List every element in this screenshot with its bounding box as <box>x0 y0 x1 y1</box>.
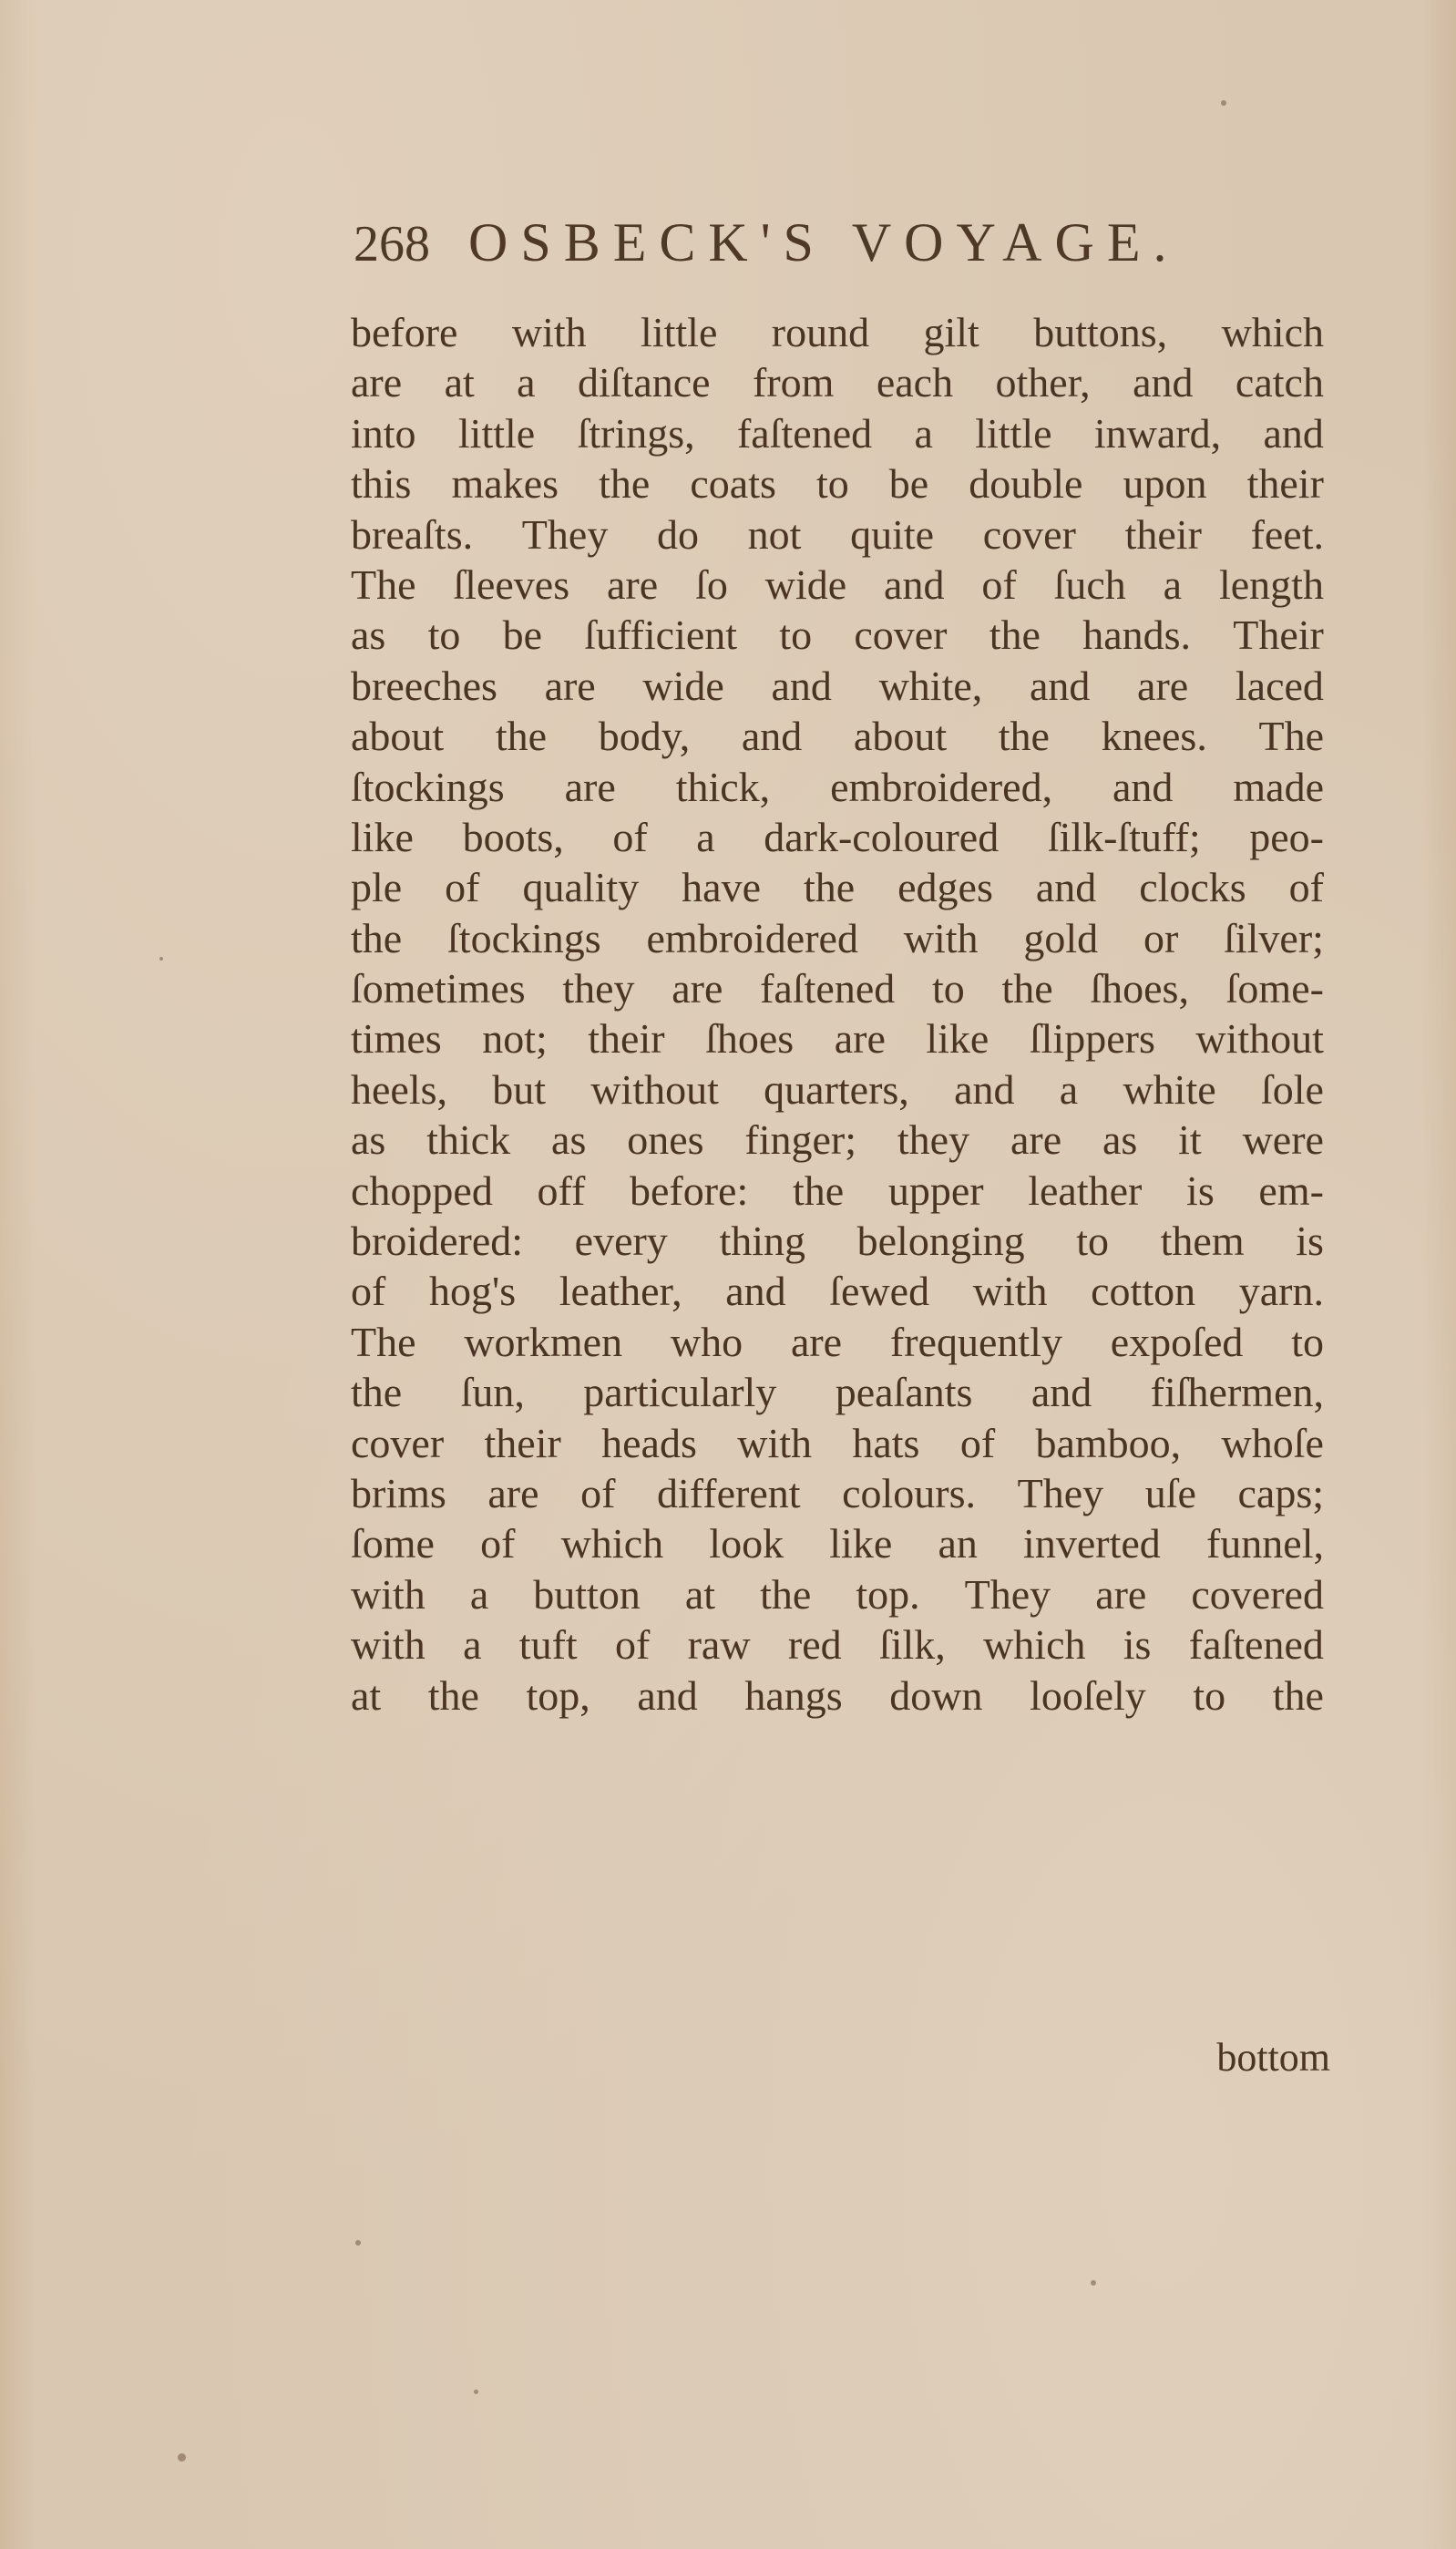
word: to <box>427 612 461 659</box>
word: are <box>790 1318 843 1365</box>
word: ſhoes, <box>1090 965 1189 1012</box>
word: are <box>1137 662 1189 709</box>
text-line <box>351 1518 1324 1568</box>
word: ones <box>627 1116 704 1164</box>
word: to <box>815 460 849 508</box>
word: catch <box>1235 359 1324 406</box>
word: their <box>484 1419 561 1466</box>
word: Their <box>1233 612 1324 659</box>
word: red <box>787 1621 842 1669</box>
word: down <box>889 1671 983 1719</box>
word: every <box>574 1218 668 1265</box>
word: their <box>1246 460 1324 508</box>
text-line <box>351 408 1324 458</box>
paper-speck <box>159 957 163 961</box>
word: and <box>1035 864 1097 911</box>
word: frequently <box>889 1318 1062 1365</box>
text-line <box>351 913 1324 963</box>
text-line <box>351 963 1324 1013</box>
word: not; <box>482 1015 548 1063</box>
word: as <box>351 1116 386 1164</box>
word: They <box>521 510 609 558</box>
word: embroidered <box>646 914 858 961</box>
page-number: 268 <box>354 216 430 272</box>
word: leather <box>1028 1167 1143 1214</box>
word: are <box>564 763 616 810</box>
word: do <box>656 510 699 558</box>
word: of <box>612 813 648 860</box>
text-line <box>351 458 1324 509</box>
word: and <box>884 560 945 608</box>
word: and <box>1133 359 1194 406</box>
word: times <box>351 1015 442 1063</box>
word: bamboo, <box>1035 1419 1182 1466</box>
word: are <box>1095 1570 1147 1618</box>
word: not <box>747 510 802 558</box>
word: heads <box>601 1419 697 1466</box>
word: ſome- <box>1225 965 1324 1012</box>
word: with <box>972 1268 1048 1315</box>
word: their <box>588 1015 665 1063</box>
running-header <box>354 211 1265 275</box>
word: at <box>351 1671 382 1719</box>
word: The <box>351 1318 416 1365</box>
word: faſtened <box>1188 1621 1324 1669</box>
word: of <box>959 1419 996 1466</box>
word: The <box>351 560 416 608</box>
word: ſtockings <box>351 763 505 810</box>
text-line <box>351 862 1324 912</box>
word: hands. <box>1082 612 1192 659</box>
word: are <box>487 1469 539 1516</box>
word: hangs <box>744 1671 843 1719</box>
word: without <box>1195 1015 1324 1063</box>
word: cover <box>854 612 948 659</box>
word: quarters, <box>764 1065 909 1113</box>
word: the <box>351 1369 403 1416</box>
word: quality <box>522 864 640 911</box>
word: a <box>696 813 715 860</box>
word: inward, <box>1093 409 1222 457</box>
word: and <box>771 662 832 709</box>
word: chopped <box>351 1167 493 1214</box>
word: ſlippers <box>1029 1015 1155 1063</box>
word: it <box>1178 1116 1202 1164</box>
word: of <box>480 1520 516 1567</box>
word: knees. <box>1101 713 1207 760</box>
word: at <box>684 1570 716 1618</box>
word: the <box>427 1671 479 1719</box>
word: quite <box>850 510 935 558</box>
word: they <box>897 1116 970 1164</box>
word: round <box>771 309 870 355</box>
text-line <box>351 1166 1324 1216</box>
text-line <box>351 610 1324 660</box>
word: which <box>983 1621 1086 1669</box>
word: a <box>1163 560 1183 608</box>
word: thick <box>426 1116 511 1164</box>
word: whoſe <box>1221 1419 1324 1466</box>
word: which <box>560 1520 664 1567</box>
word: and <box>954 1065 1015 1113</box>
word: heels, <box>351 1065 448 1113</box>
word: off <box>537 1167 586 1214</box>
word: ſilver; <box>1224 914 1324 961</box>
word: cover <box>351 1419 445 1466</box>
word: embroidered, <box>830 763 1053 810</box>
word: the <box>989 612 1041 659</box>
word: before: <box>630 1167 749 1214</box>
paper-speck <box>1221 100 1226 106</box>
word: and <box>637 1671 698 1719</box>
word: ſilk, <box>878 1621 946 1669</box>
word: and <box>1030 1369 1092 1416</box>
word: length <box>1218 560 1324 608</box>
word: thick, <box>675 763 771 810</box>
word: is <box>1123 1621 1152 1669</box>
text-line <box>351 1619 1324 1670</box>
word: the <box>803 864 856 911</box>
running-title: OSBECK'S VOYAGE. <box>468 212 1180 272</box>
word: ſun, <box>460 1369 525 1416</box>
word: the <box>495 713 548 760</box>
word: clocks <box>1139 864 1246 911</box>
word: be <box>888 460 929 508</box>
word: to <box>1076 1218 1110 1265</box>
word: tuft <box>518 1621 578 1669</box>
word: with <box>737 1419 813 1466</box>
word: a <box>914 409 933 457</box>
word: with <box>903 914 979 961</box>
word: a <box>517 359 536 406</box>
word: the <box>1001 965 1053 1012</box>
word: them <box>1160 1218 1245 1265</box>
word: the <box>792 1167 845 1214</box>
word: is <box>1186 1167 1215 1214</box>
word: and <box>741 713 803 760</box>
word: are <box>834 1015 886 1063</box>
word: little <box>457 409 536 457</box>
word: of <box>580 1469 616 1516</box>
word: body, <box>598 713 691 760</box>
word: of <box>614 1621 651 1669</box>
word: with <box>511 309 587 355</box>
word: ſole <box>1260 1065 1324 1113</box>
word: peaſants <box>835 1369 973 1416</box>
word: white, <box>878 662 983 709</box>
word: ſufficient <box>584 612 738 659</box>
word: makes <box>451 460 559 508</box>
word: breeches <box>351 662 497 709</box>
word: top. <box>856 1570 920 1618</box>
word: little <box>641 309 718 355</box>
word: are <box>1010 1116 1062 1164</box>
word: cotton <box>1091 1268 1196 1315</box>
word: coats <box>690 460 776 508</box>
word: leather, <box>559 1268 682 1315</box>
word: funnel, <box>1205 1520 1324 1567</box>
word: they <box>562 965 635 1012</box>
text-line <box>351 661 1324 711</box>
word: which <box>1221 309 1324 355</box>
word: ſilk-ſtuff; <box>1047 813 1201 860</box>
word: ple <box>351 864 403 911</box>
text-line <box>351 762 1324 812</box>
word: brims <box>351 1469 446 1516</box>
word: button <box>533 1570 641 1618</box>
text-line <box>351 711 1324 761</box>
word: to <box>1193 1671 1226 1719</box>
word: a <box>469 1570 489 1618</box>
word: of <box>351 1268 386 1315</box>
word: They <box>1017 1469 1104 1516</box>
text-line <box>351 307 1324 357</box>
word: ſtrings, <box>577 409 695 457</box>
word: faſtened <box>760 965 896 1012</box>
body-text <box>351 307 1324 1721</box>
word: are <box>544 662 596 709</box>
word: yarn. <box>1238 1268 1324 1315</box>
word: like <box>829 1520 893 1567</box>
text-line <box>351 1266 1324 1316</box>
word: to <box>1291 1318 1324 1365</box>
word: with <box>351 1570 426 1618</box>
word: of <box>1288 864 1324 911</box>
word: They <box>964 1570 1051 1618</box>
word: be <box>502 612 543 659</box>
word: who <box>670 1318 743 1365</box>
word: workmen <box>464 1318 623 1365</box>
word: uſe <box>1144 1469 1196 1516</box>
word: without <box>590 1065 719 1113</box>
text-line <box>351 1569 1324 1619</box>
word: about <box>853 713 948 760</box>
word: ſtockings <box>447 914 601 961</box>
paper-speck <box>474 2390 478 2394</box>
text-line <box>351 1468 1324 1518</box>
word: The <box>1258 713 1324 760</box>
word: this <box>351 460 412 508</box>
word: to <box>931 965 965 1012</box>
word: cover <box>982 510 1076 558</box>
paper-speck <box>178 2453 186 2462</box>
word: feet. <box>1250 510 1324 558</box>
word: look <box>709 1520 784 1567</box>
word: covered <box>1191 1570 1324 1618</box>
word: dark-coloured <box>764 813 1000 860</box>
word: expoſed <box>1110 1318 1244 1365</box>
word: looſely <box>1030 1671 1146 1719</box>
word: and <box>725 1268 786 1315</box>
text-line <box>351 1670 1324 1721</box>
word: ſewed <box>829 1268 930 1315</box>
word: at <box>444 359 475 406</box>
word: their <box>1124 510 1202 558</box>
word: white <box>1123 1065 1216 1113</box>
word: are <box>672 965 723 1012</box>
word: ſuch <box>1053 560 1126 608</box>
word: top, <box>526 1671 590 1719</box>
word: broidered: <box>351 1218 524 1265</box>
word: are <box>351 359 403 406</box>
word: like <box>926 1015 989 1063</box>
word: is <box>1296 1218 1324 1265</box>
word: a <box>463 1621 482 1669</box>
word: caps; <box>1237 1469 1324 1516</box>
word: em- <box>1258 1167 1324 1214</box>
word: ſleeves <box>453 560 570 608</box>
word: the <box>351 914 403 961</box>
word: hats <box>852 1419 920 1466</box>
catchword: bottom <box>1216 2035 1330 2080</box>
word: buttons, <box>1033 309 1168 355</box>
word: different <box>657 1469 801 1516</box>
text-line <box>351 1064 1324 1115</box>
word: as <box>1102 1116 1138 1164</box>
word: raw <box>687 1621 751 1669</box>
word: breaſts. <box>351 510 474 558</box>
word: thing <box>719 1218 805 1265</box>
word: have <box>682 864 761 911</box>
word: and <box>1029 662 1091 709</box>
word: faſtened <box>736 409 873 457</box>
word: inverted <box>1023 1520 1161 1567</box>
word: wide <box>642 662 724 709</box>
word: a <box>1059 1065 1079 1113</box>
word: to <box>779 612 813 659</box>
text-line <box>351 1418 1324 1468</box>
word: ſhoes <box>705 1015 795 1063</box>
text-line <box>351 357 1324 407</box>
word: hog's <box>428 1268 517 1315</box>
word: as <box>351 612 386 659</box>
word: of <box>445 864 480 911</box>
word: ſo <box>695 560 728 608</box>
word: fiſhermen, <box>1150 1369 1324 1416</box>
word: ſome <box>351 1520 435 1567</box>
word: with <box>351 1621 426 1669</box>
word: are <box>607 560 659 608</box>
word: particularly <box>583 1369 777 1416</box>
word: little <box>975 409 1052 457</box>
word: peo- <box>1249 813 1324 860</box>
text-line <box>351 1317 1324 1367</box>
text-line <box>351 1115 1324 1165</box>
word: an <box>938 1520 978 1567</box>
paper-speck <box>1091 2280 1096 2286</box>
word: the <box>1272 1671 1324 1719</box>
text-line <box>351 1013 1324 1064</box>
text-line <box>351 812 1324 862</box>
word: colours. <box>842 1469 977 1516</box>
word: gold <box>1023 914 1099 961</box>
word: were <box>1242 1116 1324 1164</box>
word: upon <box>1123 460 1207 508</box>
word: and <box>1113 763 1174 810</box>
paper-speck <box>355 2240 361 2246</box>
word: from <box>753 359 835 406</box>
word: made <box>1233 763 1324 810</box>
word: like <box>351 813 414 860</box>
text-line <box>351 560 1324 610</box>
word: and <box>1263 409 1324 457</box>
word: diſtance <box>578 359 711 406</box>
word: into <box>351 409 416 457</box>
word: belonging <box>856 1218 1025 1265</box>
word: each <box>876 359 954 406</box>
text-line <box>351 509 1324 560</box>
word: upper <box>887 1167 984 1214</box>
word: or <box>1143 914 1179 961</box>
word: boots, <box>462 813 564 860</box>
word: the <box>760 1570 812 1618</box>
word: laced <box>1235 662 1324 709</box>
word: finger; <box>744 1116 857 1164</box>
word: before <box>351 309 458 355</box>
word: ſometimes <box>351 965 526 1012</box>
word: the <box>599 460 651 508</box>
word: other, <box>995 359 1091 406</box>
word: of <box>981 560 1017 608</box>
word: gilt <box>923 309 979 355</box>
word: double <box>969 460 1083 508</box>
word: wide <box>764 560 847 608</box>
word: as <box>551 1116 587 1164</box>
word: but <box>492 1065 547 1113</box>
text-line <box>351 1367 1324 1417</box>
word: the <box>998 713 1050 760</box>
text-line <box>351 1216 1324 1266</box>
word: edges <box>897 864 993 911</box>
word: about <box>351 713 445 760</box>
